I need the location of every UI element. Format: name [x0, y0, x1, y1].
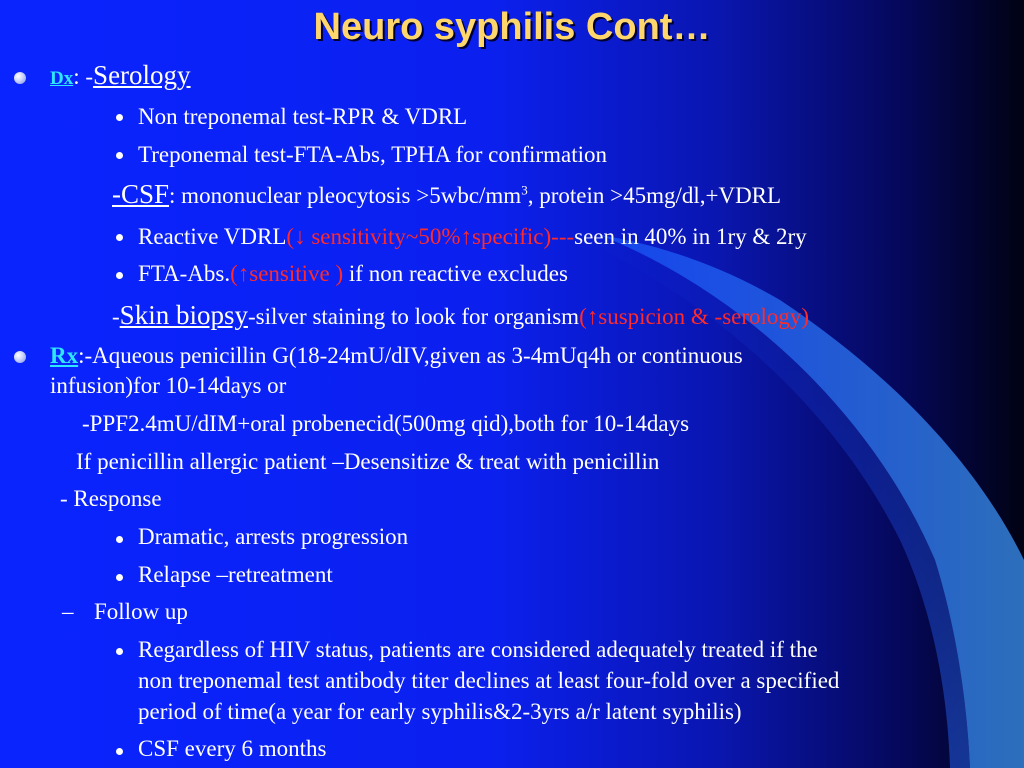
followup-dash: –: [62, 599, 74, 624]
slide-title: Neuro syphilis Cont…: [313, 6, 711, 48]
dx-label: Dx: [50, 68, 74, 89]
relapse-text: Relapse –retreatment: [138, 562, 333, 587]
csf-every-text: CSF every 6 months: [138, 736, 327, 761]
hiv-line-3: period of time(a year for early syphilis&2-3yrs a/r latent syphilis): [138, 699, 742, 724]
up-arrow-icon: ↑: [586, 304, 599, 329]
rx-label: Rx: [50, 343, 79, 368]
dx-heading-line: [50, 62, 191, 92]
reactive-vdrl-highlight-a: (↓ sensitivity~50%: [286, 224, 461, 249]
csf-line: [112, 181, 781, 209]
dramatic-text: Dramatic, arrests progression: [138, 524, 409, 549]
response-heading: - Response: [60, 486, 162, 511]
bullet-dot: [116, 648, 123, 655]
bullet-dot: [116, 234, 123, 241]
nontreponemal-test-text: Non treponemal test-RPR & VDRL: [138, 104, 468, 129]
skin-biopsy-line: [112, 302, 809, 330]
fta-abs-text: FTA-Abs.: [138, 261, 231, 286]
bullet-dot: [116, 748, 123, 755]
up-arrow-icon: ↑: [460, 224, 472, 249]
ppf-line: -PPF2.4mU/dIM+oral probenecid(500mg qid),both for 10-14days: [82, 411, 690, 436]
bullet-dot: [116, 272, 123, 279]
bullet-dot: [14, 72, 26, 84]
csf-superscript: 3: [521, 182, 528, 198]
fta-highlight-open: (: [230, 261, 238, 286]
followup-heading: Follow up: [94, 599, 188, 624]
bullet-dot: [14, 351, 26, 363]
rx-line-1-text: :-Aqueous penicillin G(18-24mU/dIV,given as 3-4mUq4h or continuous: [78, 343, 743, 368]
skin-biopsy-label: Skin biopsy: [119, 300, 248, 330]
fta-excludes-text: if non reactive excludes: [348, 261, 568, 286]
treponemal-test-text: Treponemal test-FTA-Abs, TPHA for confirmation: [138, 142, 607, 167]
fta-abs-line: [138, 261, 568, 287]
bullet-dot: [116, 152, 123, 159]
rx-line-1: [50, 343, 743, 369]
hiv-line-1: Regardless of HIV status, patients are considered adequately treated if the: [138, 637, 818, 662]
reactive-vdrl-text: Reactive VDRL: [138, 224, 287, 249]
reactive-vdrl-seen-text: seen in 40% in 1ry & 2ry: [574, 224, 807, 249]
skin-biopsy-text: -silver staining to look for organism: [247, 304, 580, 329]
up-arrow-icon: ↑: [237, 261, 250, 286]
serology-label: Serology: [93, 60, 191, 90]
skin-highlight-text: suspicion & -serology): [598, 304, 810, 329]
bullet-dot: [116, 574, 123, 581]
csf-text-a: : mononuclear pleocytosis >5wbc/mm: [169, 183, 522, 208]
csf-text-b: , protein >45mg/dl,+VDRL: [527, 183, 782, 208]
reactive-vdrl-highlight-b: specific)---: [471, 224, 575, 249]
fta-highlight-text: sensitive ): [249, 261, 349, 286]
csf-label: -CSF: [112, 179, 170, 209]
rx-line-2: infusion)for 10-14days or: [50, 373, 287, 398]
penicillin-allergy-line: If penicillin allergic patient –Desensitize & treat with penicillin: [76, 449, 660, 474]
skin-highlight-open: (: [579, 304, 587, 329]
bullet-dot: [116, 536, 123, 543]
dx-separator: : -: [73, 64, 94, 89]
reactive-vdrl-line: [138, 224, 807, 250]
bullet-dot: [116, 114, 123, 121]
skin-dash: -: [112, 304, 120, 329]
hiv-line-2: non treponemal test antibody titer declines at least four-fold over a specified: [138, 668, 840, 693]
